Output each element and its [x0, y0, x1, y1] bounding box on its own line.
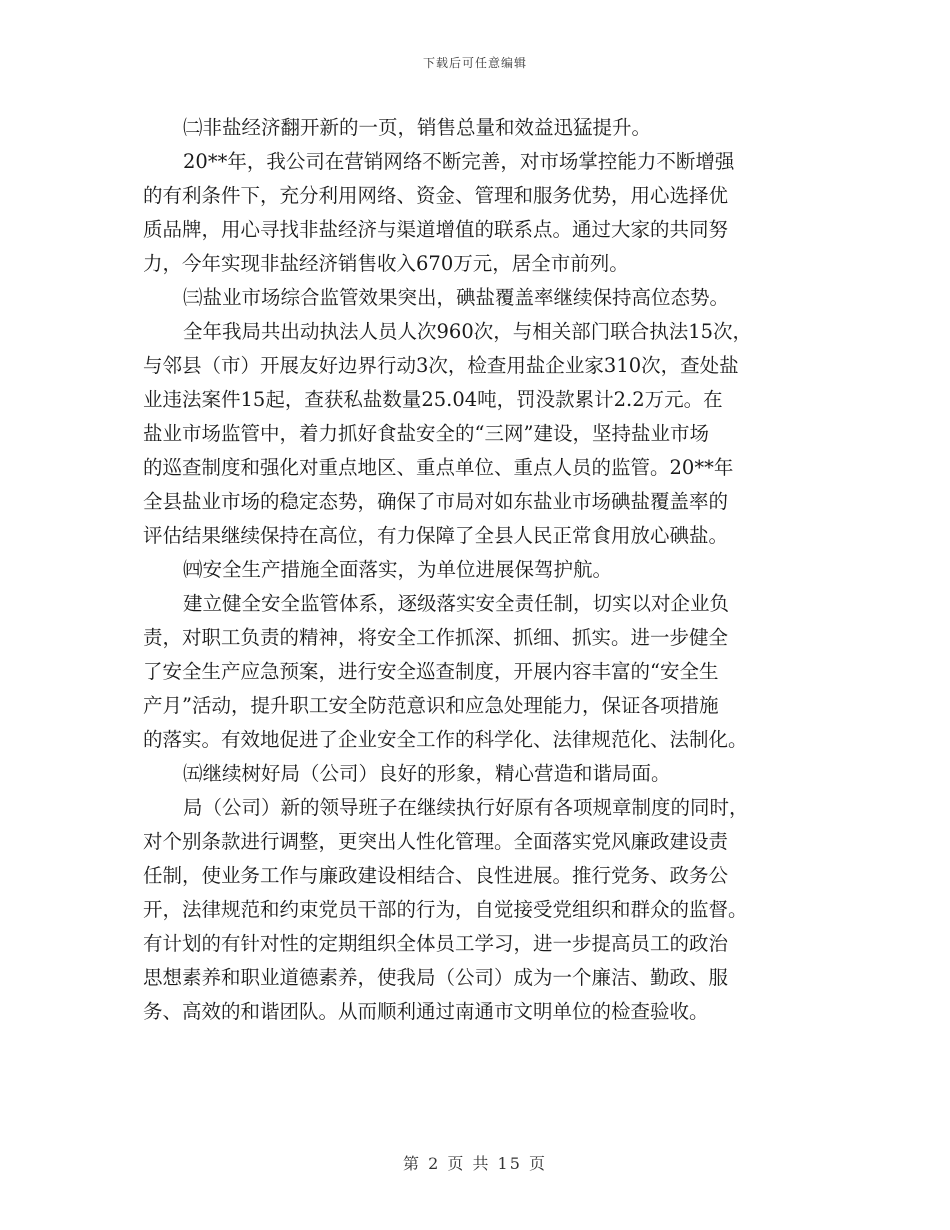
- section-heading: ㈢盐业市场综合监管效果突出，碘盐覆盖率继续保持高位态势。: [183, 286, 730, 309]
- paragraph-line: 责，对职工负责的精神，将安全工作抓深、抓细、抓实。进一步健全: [143, 626, 729, 649]
- paragraph-line: 对个别条款进行调整，更突出人性化管理。全面落实党风廉政建设责: [143, 830, 729, 853]
- paragraph-line: 建立健全安全监管体系，逐级落实安全责任制，切实以对企业负: [183, 592, 730, 615]
- paragraph-line: 全县盐业市场的稳定态势，确保了市局对如东盐业市场碘盐覆盖率的: [143, 490, 729, 513]
- paragraph-line: 任制，使业务工作与廉政建设相结合、良性进展。推行党务、政务公: [143, 864, 729, 887]
- paragraph-line: 业违法案件15起，查获私盐数量25.04吨，罚没款累计2.2万元。在: [143, 388, 723, 411]
- paragraph-line: 全年我局共出动执法人员人次960次，与相关部门联合执法15次，: [183, 320, 753, 343]
- section-heading: ㈤继续树好局（公司）良好的形象，精心营造和谐局面。: [183, 762, 671, 785]
- page-header: 下载后可任意编辑: [422, 56, 527, 70]
- paragraph-line: 有计划的有针对性的定期组织全体员工学习，进一步提高员工的政治: [143, 932, 729, 955]
- paragraph-line: 产月”活动，提升职工安全防范意识和应急处理能力，保证各项措施: [143, 694, 719, 717]
- paragraph-line: 力，今年实现非盐经济销售收入670万元，居全市前列。: [143, 252, 629, 275]
- paragraph-line: 开，法律规范和约束党员干部的行为，自觉接受党组织和群众的监督。: [143, 898, 748, 921]
- paragraph-line: 的巡查制度和强化对重点地区、重点单位、重点人员的监管。20**年: [143, 456, 734, 479]
- section-heading: ㈣安全生产措施全面落实，为单位进展保驾护航。: [183, 558, 613, 581]
- document-body: [143, 111, 811, 1029]
- paragraph-line: 评估结果继续保持在高位，有力保障了全县人民正常食用放心碘盐。: [143, 524, 729, 547]
- paragraph-line: 了安全生产应急预案，进行安全巡查制度，开展内容丰富的“安全生: [143, 660, 719, 683]
- paragraph-line: 局（公司）新的领导班子在继续执行好原有各项规章制度的同时，: [183, 796, 749, 819]
- paragraph-line: 的落实。有效地促进了企业安全工作的科学化、法律规范化、法制化。: [143, 728, 748, 751]
- paragraph-line: 20**年，我公司在营销网络不断完善，对市场掌控能力不断增强: [183, 150, 735, 173]
- section-heading: ㈡非盐经济翻开新的一页，销售总量和效益迅猛提升。: [183, 116, 652, 139]
- paragraph-line: 盐业市场监管中，着力抓好食盐安全的“三网”建设，坚持盐业市场: [143, 422, 709, 445]
- paragraph-line: 务、高效的和谐团队。从而顺利通过南通市文明单位的检查验收。: [143, 1000, 709, 1023]
- paragraph-line: 质品牌，用心寻找非盐经济与渠道增值的联系点。通过大家的共同努: [143, 218, 729, 241]
- paragraph-line: 的有利条件下，充分利用网络、资金、管理和服务优势，用心选择优: [143, 184, 729, 207]
- page-number: 第 2 页 共 15 页: [403, 1154, 547, 1173]
- paragraph-line: 与邻县（市）开展友好边界行动3次，检查用盐企业家310次，查处盐: [143, 354, 739, 377]
- paragraph-line: 思想素养和职业道德素养，使我局（公司）成为一个廉洁、勤政、服: [143, 966, 729, 989]
